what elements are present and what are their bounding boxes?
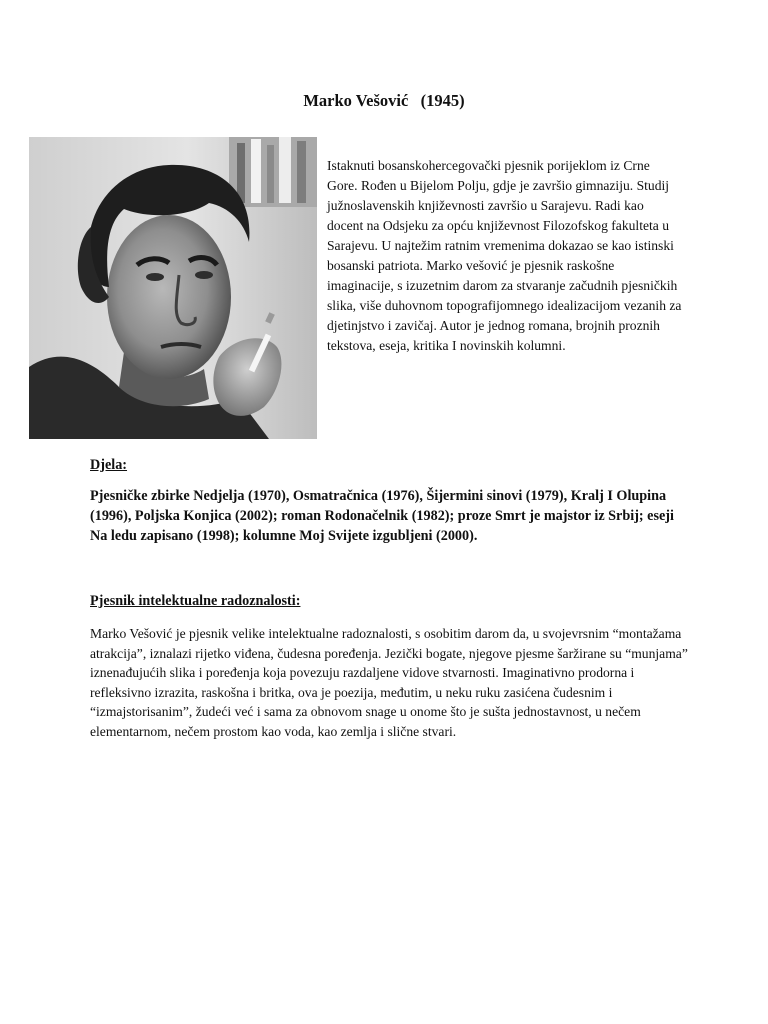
essay-paragraph: Marko Vešović je pjesnik velike intelektualne radoznalosti, s osobitim darom da, u svojevrsnim “montažama atrakcija”, iznalazi rijetko viđena, čudesna poređenja. Jezički bogate, njegove pjesme šaržirane su “munjama” iznenađujućih slika i poređenja koja povezuju razdaljene vidove stvarnosti. Imaginativno prodorna i refleksivno izrazita, raskošna i britka, ova je poezija, međutim, u neku ruku zasićena čudesnim i “izmajstorisanim”, žudeći već i sama za obnovom snage u onome što je sušta jednostavnost, u nečem elementarnom, nečem prostom kao voda, kao zemlja i slične stvari. [90,626,688,739]
portrait-illustration [29,137,317,439]
works-heading: Djela: [90,457,128,473]
biography-paragraph: Istaknuti bosanskohercegovački pjesnik porijeklom iz Crne Gore. Rođen u Bijelom Polju, gdje je završio gimnaziju. Studij južnoslavenskih književnosti završio u Sarajevu. Radi kao docent na Odsjeku za opću književnost Filozofskog fakulteta u Sarajevu. U najtežim ratnim vremenima dokazao se kao istinski bosanski patriota. Marko vešović je pjesnik raskošne imaginacije, s izuzetnim darom za stvaranje začudnih pjesničkih slika, više duhovnom topografijomnego idealizacijom vezanih za djetinjstvo i zavičaj. Autor je jednog romana, brojnih proznih tekstova, eseja, kritika I novinskih kolumni. [327,158,682,353]
page-title: Marko Vešović (1945) [303,91,465,110]
portrait-photo [29,137,317,439]
essay-heading: Pjesnik intelektualne radoznalosti: [90,593,301,609]
works-list: Pjesničke zbirke Nedjelja (1970), Osmatračnica (1976), Šijermini sinovi (1979), Kralj I Olupina (1996), Poljska Konjica (2002); roman Rodonačelnik (1982); proze Smrt je majstor iz Srbij; eseji Na ledu zapisano (1998); kolumne Moj Svijete izgubljeni (2000). [90,488,674,544]
